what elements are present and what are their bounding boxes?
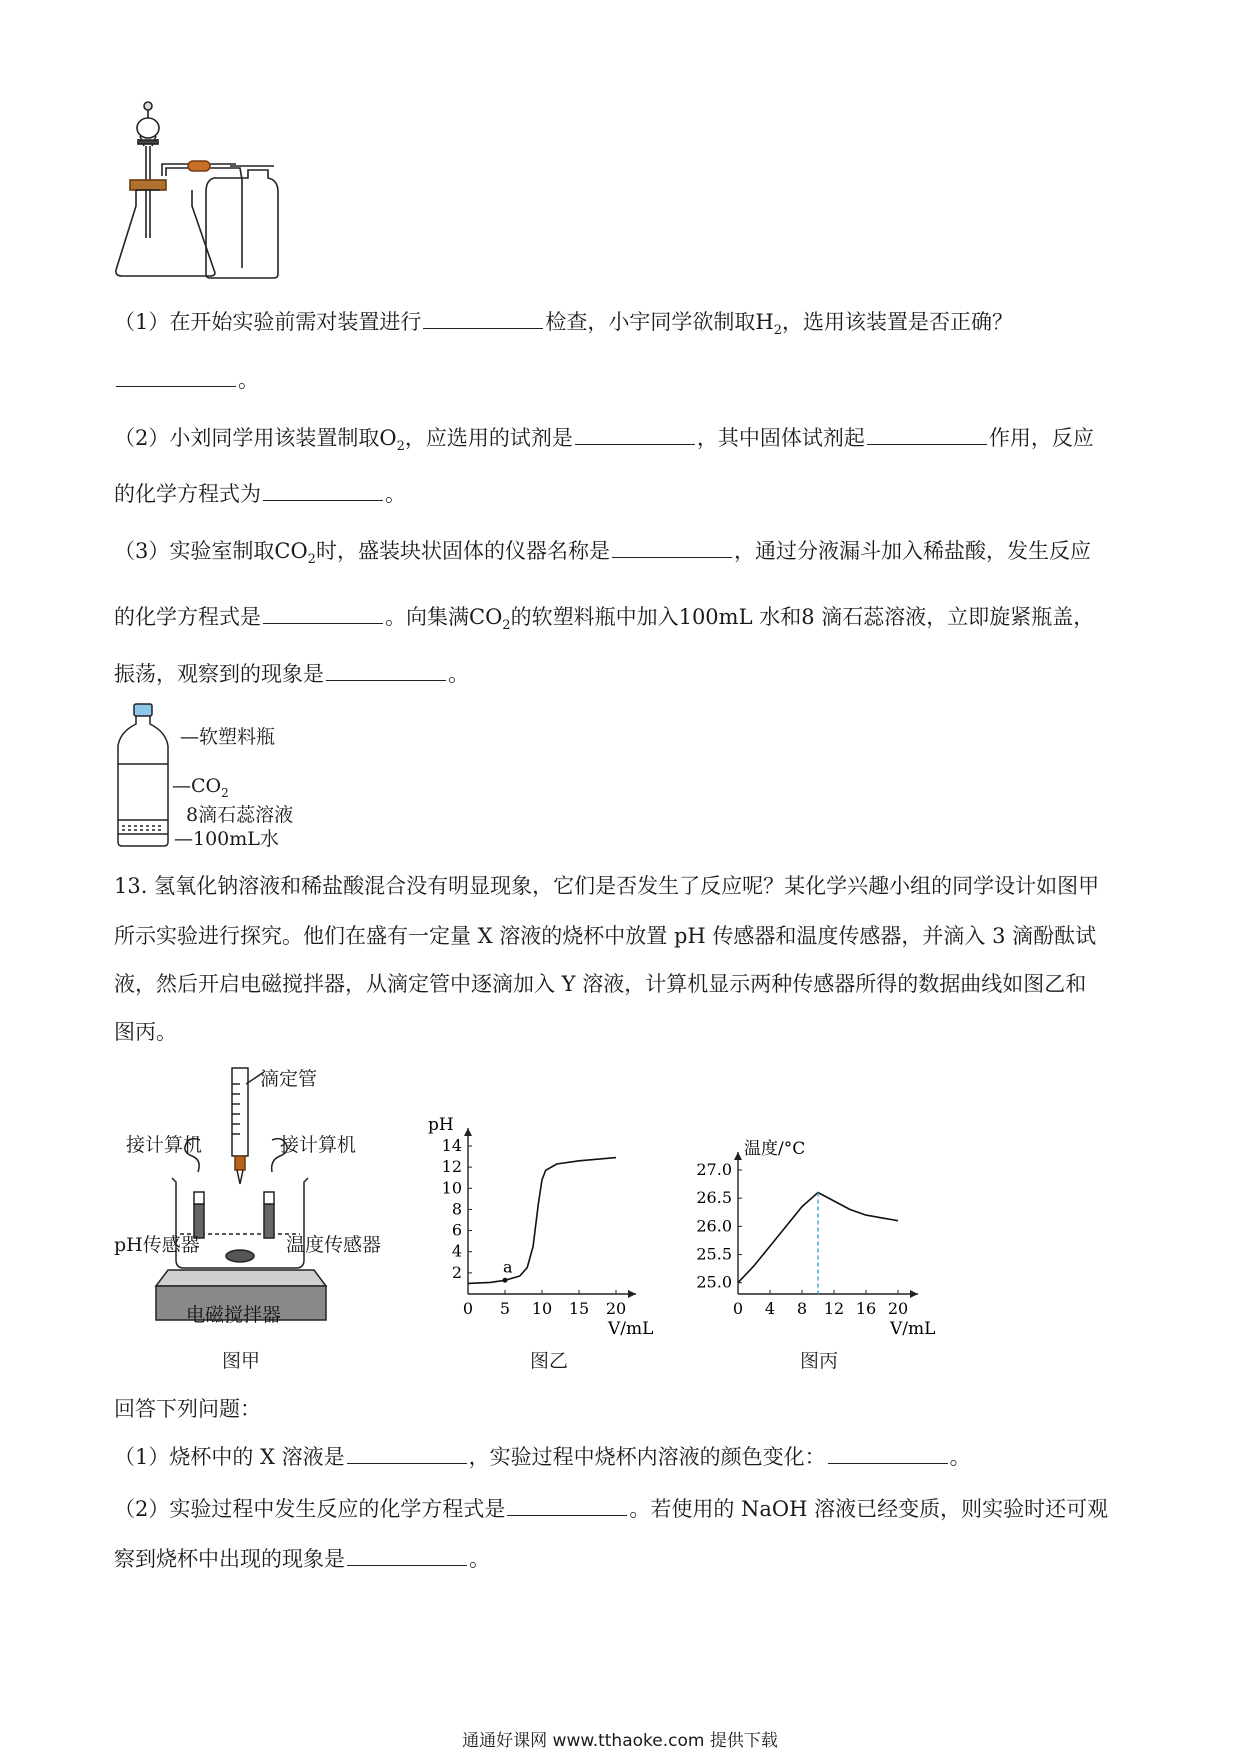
q-prev-p3-post: ，通过分液漏斗加入稀盐酸，发生反应 xyxy=(733,539,1091,563)
x-axis-arrow xyxy=(910,1290,918,1298)
label-computer-left: 接计算机 xyxy=(126,1134,203,1156)
y-tick-label: 2 xyxy=(451,1262,462,1282)
q-prev-p3-pre: （3）实验室制取 xyxy=(114,539,275,563)
chem-sub: 2 xyxy=(502,618,511,634)
answer-blank[interactable] xyxy=(612,539,732,558)
answer-blank[interactable] xyxy=(867,426,987,445)
q-prev-part2-line1 xyxy=(114,424,1094,461)
q-prev-p1-post: ，选用该装置是否正确？ xyxy=(781,310,1013,334)
y-axis-arrow xyxy=(734,1152,742,1160)
label-computer-right: 接计算机 xyxy=(280,1134,357,1156)
point-a-label: a xyxy=(503,1257,513,1277)
label-stirrer: 电磁搅拌器 xyxy=(186,1304,282,1326)
x-tick-label: 15 xyxy=(568,1299,590,1318)
answer-blank[interactable] xyxy=(347,1445,467,1464)
q-prev-part1-line2 xyxy=(114,366,259,394)
bottle-label-litmus: 8滴石蕊溶液 xyxy=(186,804,294,826)
x-axis-arrow xyxy=(628,1290,636,1298)
q-prev-p2-mid: ，应选用的试剂是 xyxy=(404,426,573,450)
chem-o: O xyxy=(379,426,397,450)
x-tick-label: 20 xyxy=(887,1299,909,1318)
bottle-label-soft-bottle: —软塑料瓶 xyxy=(180,726,276,748)
q-prev-p2-mid2: ，其中固体试剂起 xyxy=(696,426,865,450)
x-tick-label: 0 xyxy=(732,1299,744,1318)
x-tick-label: 5 xyxy=(499,1299,511,1318)
y-tick-label: 26.0 xyxy=(696,1216,732,1236)
bottle-label-text: 软塑料瓶 xyxy=(199,726,276,748)
q13-a2-post: 。若使用的 NaOH 溶液已经变质，则实验时还可观 xyxy=(629,1497,1109,1521)
q13-answer-2-line1 xyxy=(114,1495,1108,1523)
answer-blank[interactable] xyxy=(263,482,383,501)
x-tick-label: 4 xyxy=(764,1299,776,1318)
y-axis-label: 温度/°C xyxy=(744,1139,806,1159)
y-tick-label: 25.0 xyxy=(696,1272,732,1292)
caption-fig-jia: 图甲 xyxy=(222,1350,261,1372)
answer-blank[interactable] xyxy=(326,662,446,681)
bottle-label-water: —100mL水 xyxy=(174,828,279,850)
q13-a1-pre: （1）烧杯中的 X 溶液是 xyxy=(114,1445,345,1469)
q-prev-part3-line3 xyxy=(114,660,469,688)
y-axis-label: pH xyxy=(428,1115,454,1135)
label-ph-sensor: pH传感器 xyxy=(114,1234,200,1256)
chem-co: CO xyxy=(469,605,503,629)
chem-co: CO xyxy=(274,539,308,563)
q13-a2-line2: 察到烧杯中出现的现象是 xyxy=(114,1547,345,1571)
footer-watermark: 通通好课网 www.tthaoke.com 提供下载 xyxy=(462,1731,778,1751)
q13-a1-mid: ，实验过程中烧杯内溶液的颜色变化： xyxy=(468,1445,826,1469)
x-tick-label: 10 xyxy=(531,1299,553,1318)
q-prev-part1-line1 xyxy=(114,308,1013,345)
answer-blank[interactable] xyxy=(575,426,695,445)
y-tick-label: 6 xyxy=(451,1220,462,1240)
label-burette: 滴定管 xyxy=(260,1068,318,1090)
caption-fig-yi: 图乙 xyxy=(530,1350,569,1372)
plastic-bottle-figure xyxy=(112,702,174,850)
point-a xyxy=(503,1278,508,1283)
q13-line-1: 13. 氢氧化钠溶液和稀盐酸混合没有明显现象，它们是否发生了反应呢？某化学兴趣小组的同学设计如图甲 xyxy=(114,874,1100,898)
data-line xyxy=(468,1158,616,1284)
y-tick-label: 14 xyxy=(441,1136,462,1155)
q13-answer-1 xyxy=(114,1443,971,1471)
x-axis-label: V/mL xyxy=(608,1319,654,1339)
q-prev-p3-line2c: 的软塑料瓶中加入100mL 水和8 滴石蕊溶液，立即旋紧瓶盖， xyxy=(510,605,1095,629)
caption-fig-bing: 图丙 xyxy=(800,1350,839,1372)
x-tick-label: 20 xyxy=(605,1299,627,1318)
answer-blank[interactable] xyxy=(263,605,383,624)
answer-blank[interactable] xyxy=(828,1445,948,1464)
ph-chart xyxy=(420,1112,670,1342)
chem-sub: 2 xyxy=(773,323,782,339)
chem-sub: 2 xyxy=(307,552,316,568)
q13-line-3: 液，然后开启电磁搅拌器，从滴定管中逐滴加入 Y 溶液，计算机显示两种传感器所得的数据曲线如图乙和 xyxy=(114,972,1087,996)
q-prev-p3-line3: 振荡，观察到的现象是 xyxy=(114,662,324,686)
chem-h: H xyxy=(755,310,774,334)
q13-answer-2-line2 xyxy=(114,1545,490,1573)
answer-intro: 回答下列问题： xyxy=(114,1397,261,1421)
answer-blank[interactable] xyxy=(116,368,236,387)
q-prev-p3-end: 。 xyxy=(448,662,469,686)
bottle-label-co2: $—CO_2$ xyxy=(172,775,229,800)
q-prev-p2-post: 作用，反应 xyxy=(988,426,1094,450)
q-prev-p1-mid: 检查，小宇同学欲制取 xyxy=(545,310,756,334)
q-prev-part3-line2 xyxy=(114,603,1094,640)
bottle-label-co2-text: CO xyxy=(191,775,222,797)
y-axis-arrow xyxy=(464,1128,472,1136)
q-prev-p2-end: 。 xyxy=(385,482,406,506)
y-tick-label: 12 xyxy=(441,1157,462,1177)
q-prev-p3-mid: 时，盛装块状固体的仪器名称是 xyxy=(315,539,610,563)
q-prev-p2-line2: 的化学方程式为 xyxy=(114,482,261,506)
label-temp-sensor: 温度传感器 xyxy=(286,1234,382,1256)
bottle-label-water-text: 100mL水 xyxy=(193,828,279,850)
q-prev-p3-line2b: 。向集满 xyxy=(385,605,469,629)
y-tick-label: 25.5 xyxy=(696,1244,732,1264)
q13-a2-pre: （2）实验过程中发生反应的化学方程式是 xyxy=(114,1497,506,1521)
q-prev-p1-end: 。 xyxy=(238,368,259,392)
y-tick-label: 8 xyxy=(451,1199,462,1219)
q13-a1-end: 。 xyxy=(949,1445,971,1469)
chem-sub: 2 xyxy=(396,439,405,455)
temperature-chart xyxy=(690,1130,950,1340)
x-axis-label: V/mL xyxy=(890,1319,936,1339)
titration-setup-figure xyxy=(110,1064,410,1334)
answer-blank[interactable] xyxy=(507,1497,627,1516)
x-tick-label: 16 xyxy=(855,1299,877,1318)
q13-a2-end: 。 xyxy=(469,1547,490,1571)
q13-line-2: 所示实验进行探究。他们在盛有一定量 X 溶液的烧杯中放置 pH 传感器和温度传感器，并滴入 3 滴酚酞试 xyxy=(114,924,1097,948)
chem-sub: 2 xyxy=(221,785,229,800)
gas-generation-apparatus-figure xyxy=(110,98,290,284)
x-tick-label: 8 xyxy=(796,1299,808,1318)
q-prev-part3-line1 xyxy=(114,537,1091,574)
q13-line-4: 图丙。 xyxy=(114,1020,177,1044)
q-prev-p2-pre: （2）小刘同学用该装置制取 xyxy=(114,426,380,450)
answer-blank[interactable] xyxy=(347,1547,467,1566)
y-tick-label: 27.0 xyxy=(696,1160,732,1179)
x-tick-label: 12 xyxy=(823,1299,845,1318)
q-prev-p1-pre: （1）在开始实验前需对装置进行 xyxy=(114,310,422,334)
y-tick-label: 4 xyxy=(451,1241,462,1261)
q-prev-p3-line2a: 的化学方程式是 xyxy=(114,605,261,629)
y-tick-label: 26.5 xyxy=(696,1188,732,1208)
answer-blank[interactable] xyxy=(423,310,543,329)
x-tick-label: 0 xyxy=(462,1299,474,1318)
q-prev-part2-line2 xyxy=(114,480,406,508)
y-tick-label: 10 xyxy=(441,1178,462,1198)
